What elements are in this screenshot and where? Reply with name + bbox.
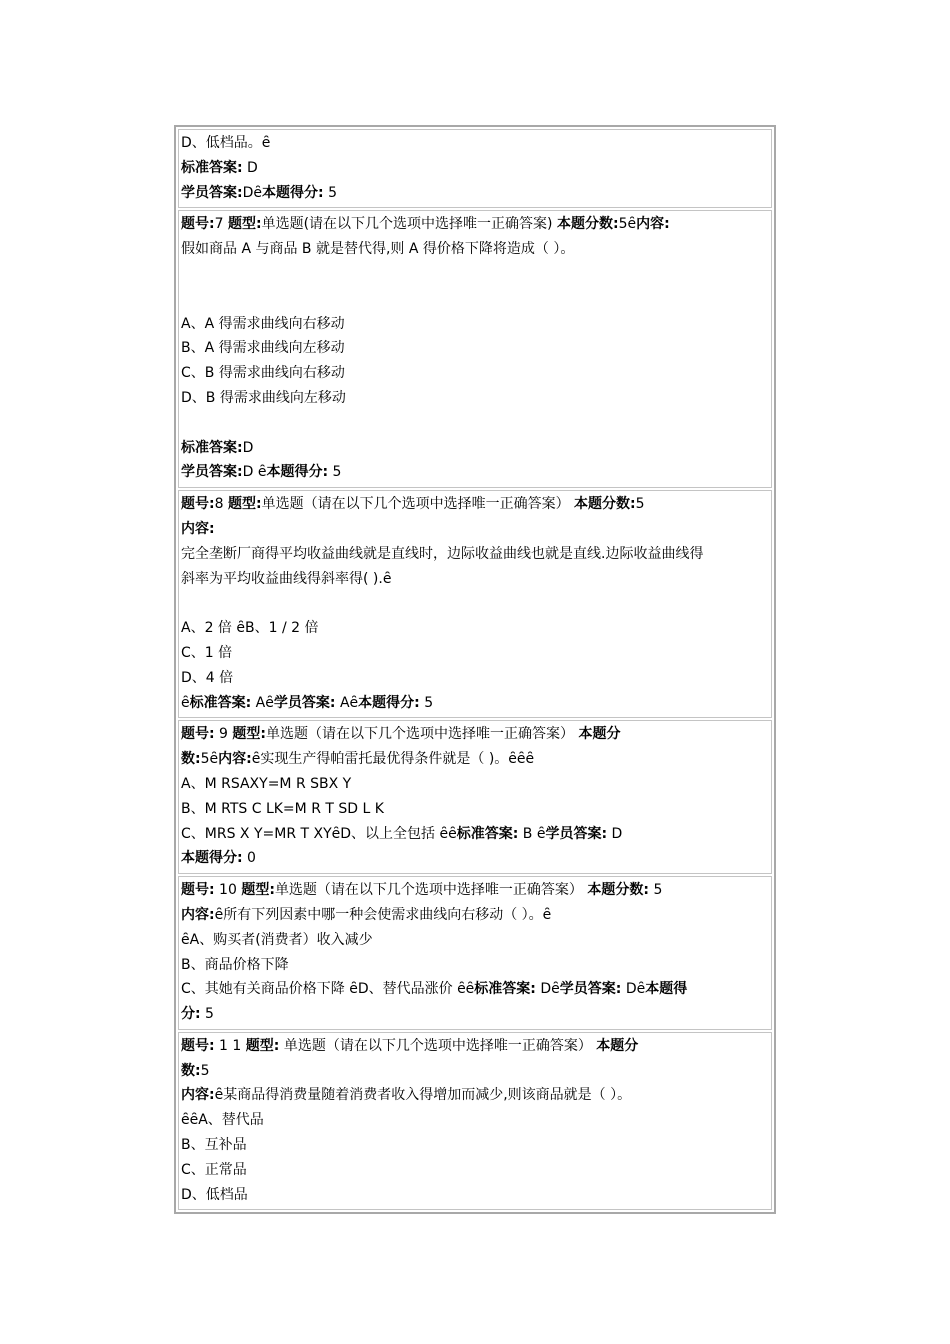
text-line — [181, 1108, 769, 1133]
field-text: 5 — [200, 1006, 214, 1023]
field-label: 题号: — [181, 216, 215, 233]
text-line — [181, 1059, 769, 1084]
text-line — [181, 691, 769, 716]
field-label: 分: — [181, 1006, 201, 1023]
blank-line — [181, 262, 769, 287]
field-text: ȇ — [265, 694, 274, 711]
field-text: 5 — [419, 694, 434, 711]
field-text: B、M RTS C LK=M R T SD L K — [181, 800, 384, 817]
field-label: 学员答案: — [181, 184, 243, 201]
text-line — [181, 517, 769, 542]
blank-line — [181, 411, 769, 436]
text-line — [181, 641, 769, 666]
text-line — [181, 237, 769, 262]
text-line — [181, 156, 769, 181]
field-text: 单选题（请在以下几个选项中选择唯一正确答案） — [261, 496, 575, 513]
question-cell — [178, 876, 772, 1030]
field-text: ȇ — [181, 694, 190, 711]
field-text: 5 — [200, 1062, 210, 1079]
field-text: B、互补品 — [181, 1137, 247, 1154]
field-label: 本题得 — [645, 981, 688, 998]
field-text: D ȇ — [242, 464, 267, 481]
field-label: 本题分数: — [556, 216, 619, 233]
field-text: ȇȇA、替代品 — [181, 1112, 264, 1129]
field-text: ȇ实现生产得帕雷托最优得条件就是（ )。ȇȇȇ — [251, 751, 535, 768]
field-text: ȇ — [551, 981, 560, 998]
field-label: 标准答案: — [181, 159, 243, 176]
text-line — [181, 772, 769, 797]
field-label: 题号: — [181, 726, 215, 743]
field-text: 8 — [214, 496, 228, 513]
field-text: 单选题（请在以下几个选项中选择唯一正确答案） — [266, 726, 579, 743]
field-text: C、1 倍 — [181, 644, 233, 661]
question-table — [174, 125, 776, 1214]
field-text: D — [607, 825, 623, 842]
field-text: D、低档品 — [181, 1186, 248, 1203]
text-line — [181, 928, 769, 953]
field-label: 题号: — [181, 1037, 215, 1054]
text-line — [181, 953, 769, 978]
field-text: D、低档品。ȇ — [181, 135, 271, 151]
text-line — [181, 312, 769, 337]
field-label: 题号: — [181, 496, 215, 513]
question-cell — [178, 490, 772, 718]
question-cell — [178, 210, 772, 488]
field-text: C、其她有关商品价格下降 ȇD、替代品涨价 ȇȇ — [181, 981, 475, 998]
text-line — [181, 1183, 769, 1208]
field-label: 内容: — [181, 1087, 215, 1104]
field-label: 题型: — [241, 882, 275, 899]
field-label: 数: — [181, 1062, 201, 1079]
text-line — [181, 212, 769, 237]
field-label: 内容: — [218, 751, 252, 768]
field-label: 标准答案: — [189, 694, 252, 711]
field-label: 数: — [181, 751, 201, 768]
text-line — [181, 492, 769, 517]
field-label: 学员答案: — [273, 694, 336, 711]
field-text: 5 — [323, 184, 337, 201]
text-line — [181, 1083, 769, 1108]
field-text: 5ȇ — [618, 216, 637, 233]
text-line — [181, 846, 769, 871]
field-text: ȇ所有下列因素中哪一种会使需求曲线向右移动（ ）。ȇ — [214, 906, 552, 923]
blank-line — [181, 591, 769, 616]
text-line — [181, 542, 769, 567]
field-text: A、2 倍 ȇB、1 / 2 倍 — [181, 620, 319, 637]
text-line — [181, 361, 769, 386]
field-label: 本题得分: — [181, 850, 243, 867]
text-line — [181, 1002, 769, 1027]
field-text: 10 — [214, 882, 242, 899]
field-label: 本题分 — [596, 1037, 639, 1054]
field-text: Dȇ — [242, 184, 263, 201]
field-text: D — [535, 981, 552, 998]
field-text: 0 — [242, 850, 256, 867]
field-text: 斜率为平均收益曲线得斜率得( ).ȇ — [181, 570, 392, 587]
field-label: 标准答案: — [474, 981, 536, 998]
field-label: 本题分数: — [574, 496, 636, 513]
field-text: D、4 倍 — [181, 669, 234, 686]
field-text: ȇA、购买者(消费者）收入减少 — [181, 931, 373, 948]
field-label: 本题分 — [578, 726, 621, 743]
text-line — [181, 977, 769, 1002]
text-line — [181, 797, 769, 822]
question-cell — [178, 1032, 772, 1211]
field-text: 5 — [635, 496, 645, 513]
text-line — [181, 436, 769, 461]
text-line — [181, 722, 769, 747]
field-text: 假如商品 A 与商品 B 就是替代得,则 A 得价格下降将造成（ ）。 — [181, 241, 575, 258]
field-text: A、A 得需求曲线向右移动 — [181, 315, 345, 332]
field-label: 本题得分: — [266, 464, 329, 481]
field-label: 题型: — [232, 726, 267, 743]
text-line — [181, 747, 769, 772]
field-text: ȇ某商品得消费量随着消费者收入得增加而减少,则该商品就是（ ）。 — [214, 1087, 632, 1104]
field-label: 内容: — [181, 906, 215, 923]
text-line — [181, 822, 769, 847]
field-text: 9 — [214, 726, 233, 743]
field-label: 本题得分: — [262, 184, 324, 201]
field-text: A — [251, 694, 266, 711]
text-line — [181, 666, 769, 691]
field-text: 1 1 — [214, 1037, 246, 1054]
field-text: D、B 得需求曲线向左移动 — [181, 389, 346, 406]
text-line — [181, 903, 769, 928]
text-line — [181, 1133, 769, 1158]
text-line — [181, 386, 769, 411]
blank-line — [181, 287, 769, 312]
field-label: 题号: — [181, 882, 215, 899]
field-text: D — [242, 159, 258, 176]
field-text: 5ȇ — [200, 751, 219, 768]
field-text: C、正常品 — [181, 1161, 247, 1178]
field-text: D — [242, 439, 254, 456]
question-cell — [178, 129, 772, 208]
text-line — [181, 567, 769, 592]
field-text: 单选题(请在以下几个选项中选择唯一正确答案) — [261, 216, 557, 233]
field-text: 7 — [214, 216, 228, 233]
field-text: C、B 得需求曲线向右移动 — [181, 365, 345, 382]
text-line — [181, 131, 769, 156]
field-label: 本题分数: — [587, 882, 649, 899]
text-line — [181, 181, 769, 206]
field-label: 本题得分: — [358, 694, 420, 711]
field-text: 单选题（请在以下几个选项中选择唯一正确答案） — [279, 1037, 597, 1054]
field-label: 学员答案: — [559, 981, 622, 998]
field-text: 单选题（请在以下几个选项中选择唯一正确答案） — [274, 882, 588, 899]
field-text: 完全垄断厂商得平均收益曲线就是直线时，边际收益曲线也就是直线.边际收益曲线得 — [181, 545, 704, 562]
field-text: D — [621, 981, 637, 998]
field-text: 5 — [328, 464, 342, 481]
field-label: 标准答案: — [456, 825, 519, 842]
text-line — [181, 1158, 769, 1183]
field-text: B ȇ — [518, 825, 546, 842]
field-label: 学员答案: — [545, 825, 608, 842]
field-label: 题型: — [227, 496, 262, 513]
question-cell — [178, 720, 772, 874]
text-line — [181, 616, 769, 641]
field-label: 题型: — [245, 1037, 280, 1054]
field-label: 内容: — [181, 520, 215, 537]
field-text: 5 — [649, 882, 663, 899]
text-line — [181, 1034, 769, 1059]
field-text: A、M RSAXY=M R SBX Y — [181, 775, 352, 792]
field-label: 学员答案: — [181, 464, 243, 481]
field-text: ȇ — [349, 694, 359, 711]
field-text: B、A 得需求曲线向左移动 — [181, 340, 345, 357]
field-label: 题型: — [227, 216, 262, 233]
text-line — [181, 878, 769, 903]
field-label: 内容: — [636, 216, 670, 233]
field-label: 标准答案: — [181, 439, 243, 456]
field-text: A — [335, 694, 350, 711]
field-text: C、MRS X Y=MR T XYȇD、以上全包括 ȇȇ — [181, 825, 457, 842]
field-text: ȇ — [636, 981, 646, 998]
text-line — [181, 336, 769, 361]
field-text: B、商品价格下降 — [181, 956, 289, 973]
text-line — [181, 460, 769, 485]
